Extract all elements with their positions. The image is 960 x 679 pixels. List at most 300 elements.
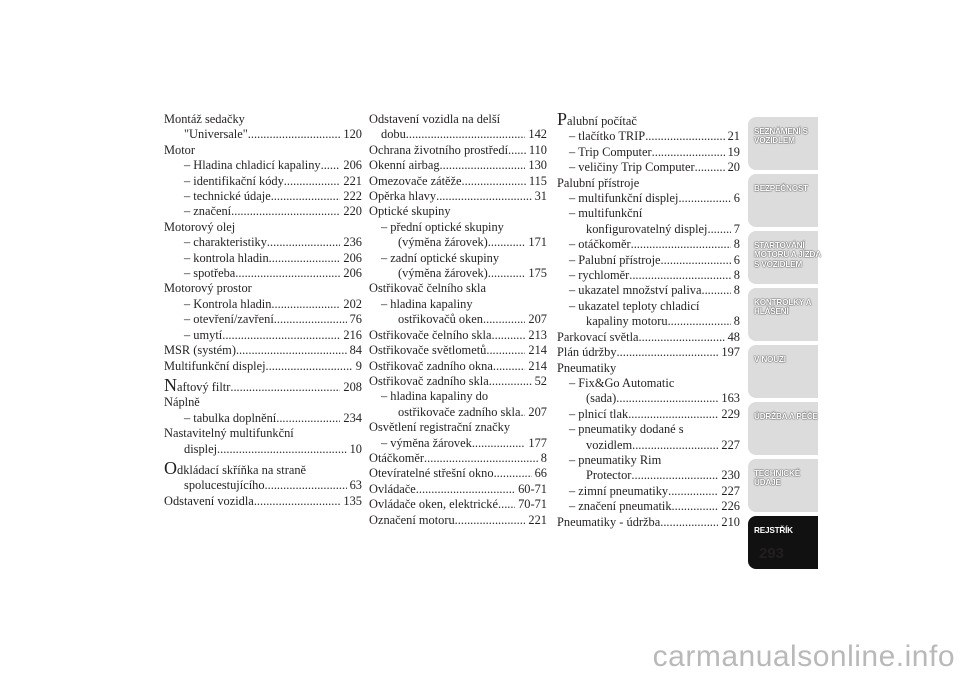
page-ref: 206	[343, 266, 362, 281]
entry-text	[369, 466, 494, 481]
entry-label: Plán údržby	[557, 345, 617, 360]
page-ref: 210	[721, 514, 740, 529]
index-entry	[369, 174, 547, 189]
leader-dots	[494, 466, 532, 481]
entry-text	[586, 222, 707, 237]
leader-dots	[248, 127, 341, 142]
entry-label: Opěrka hlavy	[369, 189, 437, 204]
entry-text	[557, 109, 637, 129]
leader-dots	[321, 158, 341, 173]
page-ref: 177	[528, 435, 547, 450]
leader-dots	[472, 436, 526, 451]
index-entry	[557, 345, 740, 360]
leader-dots	[660, 515, 718, 530]
index-heading	[369, 112, 547, 127]
index-entry	[164, 374, 362, 395]
index-heading	[164, 457, 362, 478]
entry-text	[184, 204, 231, 219]
index-entry	[369, 513, 547, 528]
index-heading	[369, 389, 547, 404]
entry-text	[369, 451, 424, 466]
index-entry	[164, 328, 362, 343]
index-heading	[164, 220, 362, 235]
entry-label: ostřikovače zadního skla	[398, 404, 521, 419]
index-heading	[369, 281, 547, 296]
entry-label: (výměna žárovek)	[398, 235, 488, 250]
entry-text	[164, 343, 236, 358]
page-ref: 60-71	[518, 481, 547, 496]
entry-label: – výměna žárovek	[381, 435, 472, 450]
page-number: 293	[759, 545, 785, 562]
entry-label: Otáčkoměr	[369, 450, 425, 465]
index-column-2	[369, 112, 547, 528]
page-ref: 9	[355, 358, 362, 373]
entry-label: Protector	[586, 468, 632, 483]
entry-text	[369, 482, 416, 497]
index-column-3	[557, 109, 740, 530]
page-ref: 171	[528, 235, 547, 250]
leader-dots	[271, 189, 341, 204]
page-ref: 8	[733, 237, 740, 252]
entry-label: Ostřikovač čelního skla	[369, 281, 486, 296]
page-ref: 84	[349, 343, 362, 358]
entry-text	[184, 158, 321, 173]
index-heading	[557, 109, 740, 129]
entry-label: – zadní optické skupiny	[381, 250, 500, 265]
leader-dots	[424, 451, 538, 466]
chapter-tabs	[748, 117, 821, 573]
leader-dots	[276, 411, 340, 426]
entry-label: Ostřikovače světlometů	[369, 343, 487, 358]
page-ref: 19	[727, 144, 740, 159]
index-entry	[369, 143, 547, 158]
entry-label: – přední optické skupiny	[381, 219, 504, 234]
entry-label: dkládací skříňka na straně	[177, 462, 307, 477]
entry-label: – multifunkční	[569, 206, 643, 221]
chapter-tab-label: REJSTŘÍK	[754, 526, 793, 535]
entry-text	[398, 312, 483, 327]
leader-dots	[492, 328, 526, 343]
leader-dots	[271, 297, 340, 312]
chapter-tab[interactable]	[748, 402, 818, 455]
index-heading	[164, 112, 362, 127]
index-entry	[369, 235, 547, 250]
page-ref: 214	[528, 343, 547, 358]
page-ref: 229	[721, 406, 740, 421]
leader-dots	[269, 251, 341, 266]
entry-label: aftový filtr	[177, 379, 231, 394]
entry-text	[164, 112, 245, 126]
entry-text	[569, 253, 661, 268]
leader-dots	[266, 359, 353, 374]
entry-text	[569, 422, 684, 436]
page-ref: 63	[349, 478, 362, 493]
leader-dots	[488, 266, 526, 281]
leader-dots	[695, 160, 725, 175]
leader-dots	[236, 343, 347, 358]
index-entry	[369, 328, 547, 343]
entry-label: (sada)	[586, 391, 617, 406]
page-ref: 222	[343, 189, 362, 204]
entry-text	[381, 220, 504, 234]
entry-text	[381, 436, 472, 451]
index-entry	[369, 266, 547, 281]
page-ref: 208	[343, 379, 362, 394]
leader-dots	[645, 129, 724, 144]
entry-text	[164, 426, 294, 440]
entry-label: Odstavení vozidla	[164, 493, 254, 508]
leader-dots	[230, 380, 340, 395]
entry-label: Parkovací světla	[557, 329, 639, 344]
leader-dots	[652, 145, 725, 160]
leader-dots	[440, 158, 526, 173]
entry-text	[398, 266, 488, 281]
index-heading	[557, 361, 740, 376]
leader-dots	[483, 312, 525, 327]
entry-text	[184, 266, 235, 281]
entry-label: vozidlem	[586, 437, 633, 452]
index-entry	[369, 451, 547, 466]
index-heading	[557, 176, 740, 191]
entry-text	[586, 314, 668, 329]
entry-label: MSR (systém)	[164, 343, 236, 358]
leader-dots	[668, 484, 718, 499]
entry-label: – Hladina chladicí kapaliny	[184, 158, 321, 173]
page-ref: 197	[721, 345, 740, 360]
entry-label: dobu	[381, 127, 406, 142]
entry-label: Ovládače	[369, 481, 416, 496]
entry-label: Ovládače oken, elektrické	[369, 497, 499, 512]
leader-dots	[235, 266, 340, 281]
entry-label: ostřikovačů oken	[398, 312, 483, 327]
entry-text	[369, 343, 486, 358]
entry-text	[381, 251, 499, 265]
leader-dots	[629, 268, 731, 283]
index-entry	[369, 497, 547, 512]
chapter-tab-label: KONTROLKY A	[754, 298, 812, 307]
entry-label: konfigurovatelný displej	[586, 221, 708, 236]
entry-label: – spotřeba	[184, 266, 236, 281]
chapter-tab-label: TECHNICKÉ	[754, 469, 800, 478]
chapter-tab[interactable]	[748, 459, 818, 512]
entry-text	[164, 143, 195, 157]
entry-label: – Kontrola hladin	[184, 296, 272, 311]
page-ref: 70-71	[518, 497, 547, 512]
entry-text	[164, 457, 307, 478]
entry-text	[164, 395, 200, 409]
index-entry	[369, 466, 547, 481]
page-ref: 8	[540, 450, 547, 465]
index-entry	[164, 174, 362, 189]
entry-text	[164, 359, 266, 374]
entry-label: – identifikační kódy	[184, 173, 284, 188]
entry-text	[164, 494, 254, 509]
entry-text	[369, 112, 500, 126]
entry-label: – tlačítko TRIP	[569, 129, 646, 144]
leader-dots	[436, 189, 532, 204]
entry-label: Ostřikovač zadního okna	[369, 358, 493, 373]
entry-label: – ukazatel množství paliva	[569, 283, 702, 298]
page-ref: 207	[528, 404, 547, 419]
letter-initial: N	[164, 374, 177, 395]
entry-text	[586, 438, 632, 453]
entry-text	[184, 189, 271, 204]
entry-text	[569, 407, 628, 422]
page-ref: 130	[528, 158, 547, 173]
page-ref: 227	[721, 437, 740, 452]
index-entry	[557, 129, 740, 144]
leader-dots	[254, 494, 341, 509]
page-ref: 206	[343, 158, 362, 173]
leader-dots	[701, 283, 730, 298]
page-ref: 6	[733, 191, 740, 206]
page-ref: 52	[534, 373, 547, 388]
page-ref: 234	[343, 410, 362, 425]
entry-label: displej	[184, 441, 218, 456]
entry-text	[381, 127, 406, 142]
chapter-tab-label: SEZNÁMENÍ S	[754, 127, 808, 136]
index-entry	[164, 297, 362, 312]
leader-dots	[274, 312, 347, 327]
entry-label: Pneumatiky	[557, 360, 617, 375]
chapter-tab-label: BEZPEČNOST	[754, 184, 808, 193]
entry-text	[164, 281, 252, 295]
page-ref: 21	[727, 129, 740, 144]
index-entry	[369, 359, 547, 374]
index-entry	[164, 478, 362, 493]
page-ref: 175	[528, 266, 547, 281]
page-ref: 206	[343, 250, 362, 265]
entry-text	[381, 297, 473, 311]
watermark: carmanualsonline.info	[652, 640, 955, 673]
leader-dots	[639, 330, 725, 345]
chapter-tab[interactable]	[748, 174, 818, 227]
index-entry	[557, 330, 740, 345]
leader-dots	[488, 235, 526, 250]
page-ref: 20	[727, 160, 740, 175]
entry-text	[569, 160, 695, 175]
page-ref: 66	[534, 466, 547, 481]
leader-dots	[284, 174, 341, 189]
entry-text	[369, 359, 493, 374]
page-ref: 216	[343, 327, 362, 342]
entry-text	[569, 237, 631, 252]
leader-dots	[222, 328, 340, 343]
entry-text	[369, 513, 455, 528]
page-ref: 115	[528, 173, 547, 188]
entry-text	[381, 389, 488, 403]
entry-label: – technické údaje	[184, 189, 271, 204]
entry-text	[369, 158, 440, 173]
index-entry	[557, 407, 740, 422]
page-ref: 76	[349, 312, 362, 327]
index-heading	[164, 143, 362, 158]
entry-label: – Palubní přístroje	[569, 252, 661, 267]
page-ref: 48	[727, 329, 740, 344]
leader-dots	[678, 191, 730, 206]
index-column-1	[164, 112, 362, 509]
entry-label: Motorový prostor	[164, 281, 252, 296]
chapter-tab-label: V NOUZI	[754, 355, 786, 364]
entry-label: – tabulka doplnění	[184, 410, 277, 425]
index-entry	[557, 283, 740, 298]
entry-label: Omezovače zátěže	[369, 173, 462, 188]
page-ref: 163	[721, 391, 740, 406]
leader-dots	[707, 222, 730, 237]
entry-label: Motor	[164, 142, 195, 157]
page-ref: 214	[528, 358, 547, 373]
index-entry	[557, 253, 740, 268]
page-ref: 202	[343, 296, 362, 311]
entry-text	[586, 468, 631, 483]
letter-initial: O	[164, 457, 177, 478]
index-heading	[557, 453, 740, 468]
entry-label: (výměna žárovek)	[398, 266, 488, 281]
index-heading	[164, 281, 362, 296]
index-heading	[164, 426, 362, 441]
index-entry	[557, 515, 740, 530]
entry-label: Ostřikovače čelního skla	[369, 327, 492, 342]
entry-text	[184, 127, 248, 142]
index-entry	[164, 343, 362, 358]
entry-label: – značení pneumatik	[569, 499, 672, 514]
index-entry	[557, 268, 740, 283]
page-ref: 7	[733, 221, 740, 236]
leader-dots	[631, 468, 718, 483]
entry-text	[557, 515, 660, 530]
chapter-tab[interactable]	[748, 288, 818, 341]
chapter-tab[interactable]	[748, 117, 818, 170]
index-entry	[369, 374, 547, 389]
page-ref: 221	[528, 512, 547, 527]
entry-label: alubní počítač	[567, 114, 637, 128]
leader-dots	[631, 237, 731, 252]
chapter-tab-label: ÚDRŽBA A PÉČE	[754, 412, 818, 421]
entry-label: – otáčkoměr	[569, 237, 631, 252]
chapter-tab[interactable]	[748, 231, 821, 284]
entry-label: – pneumatiky dodané s	[569, 422, 684, 437]
entry-label: – Fix&Go Automatic	[569, 375, 675, 390]
entry-label: Montáž sedačky	[164, 112, 245, 126]
entry-text	[569, 191, 678, 206]
index-entry	[369, 127, 547, 142]
index-entry	[369, 312, 547, 327]
entry-label: – otevření/zavření	[184, 312, 274, 327]
entry-label: – Trip Computer	[569, 144, 652, 159]
entry-text	[398, 235, 488, 250]
entry-text	[184, 297, 271, 312]
leader-dots	[231, 204, 340, 219]
entry-text	[369, 281, 486, 295]
entry-text	[369, 189, 436, 204]
leader-dots	[462, 174, 526, 189]
index-entry	[164, 251, 362, 266]
page-ref: 236	[343, 235, 362, 250]
chapter-tab-label: S VOZIDLEM	[754, 259, 803, 269]
page-ref: 8	[733, 314, 740, 329]
index-entry	[557, 438, 740, 453]
entry-text	[398, 405, 521, 420]
chapter-tab-label: MOTORU A JÍZDA	[754, 250, 821, 260]
entry-label: Palubní přístroje	[557, 175, 640, 190]
leader-dots	[672, 499, 719, 514]
index-entry	[557, 160, 740, 175]
entry-text	[184, 235, 267, 250]
chapter-tab[interactable]	[748, 345, 818, 398]
page-ref: 227	[721, 483, 740, 498]
index-heading	[557, 376, 740, 391]
index-entry	[557, 237, 740, 252]
index-heading	[557, 299, 740, 314]
leader-dots	[508, 143, 526, 158]
entry-label: Ochrana životního prostředí	[369, 142, 509, 157]
leader-dots	[617, 345, 719, 360]
index-heading	[557, 422, 740, 437]
page-ref: 226	[721, 499, 740, 514]
leader-dots	[265, 478, 347, 493]
index-entry	[164, 204, 362, 219]
entry-label: – ukazatel teploty chladicí	[569, 298, 700, 313]
chapter-tab-label: VOZIDLEM	[754, 136, 795, 146]
index-entry	[557, 191, 740, 206]
page-ref: 6	[733, 252, 740, 267]
entry-text	[569, 499, 672, 514]
entry-text	[184, 478, 265, 493]
index-entry	[164, 127, 362, 142]
entry-text	[369, 143, 508, 158]
entry-label: – multifunkční displej	[569, 191, 679, 206]
index-heading	[369, 251, 547, 266]
page-ref: 220	[343, 204, 362, 219]
index-entry	[369, 436, 547, 451]
entry-text	[184, 251, 269, 266]
index-entry	[557, 484, 740, 499]
page-ref: 142	[528, 127, 547, 142]
entry-text	[184, 442, 217, 457]
entry-label: – plnicí tlak	[569, 406, 629, 421]
entry-label: – veličiny Trip Computer	[569, 160, 695, 175]
page-ref: 120	[343, 127, 362, 142]
chapter-tab-label: STARTOVÁNÍ	[754, 241, 805, 250]
index-heading	[164, 395, 362, 410]
entry-text	[569, 283, 701, 298]
entry-text	[586, 391, 616, 406]
index-entry	[557, 499, 740, 514]
entry-text	[557, 361, 616, 375]
index-heading	[369, 204, 547, 219]
entry-label: Otevíratelné střešní okno	[369, 466, 494, 481]
entry-label: – hladina kapaliny do	[381, 389, 489, 404]
entry-label: Multifunkční displej	[164, 358, 266, 373]
entry-text	[184, 312, 274, 327]
entry-label: kapaliny motoru	[586, 314, 668, 329]
leader-dots	[628, 407, 718, 422]
index-entry	[164, 189, 362, 204]
index-entry	[369, 158, 547, 173]
leader-dots	[455, 513, 526, 528]
page-ref: 8	[733, 268, 740, 283]
entry-label: Motorový olej	[164, 219, 236, 234]
entry-text	[164, 220, 235, 234]
entry-label: – umytí	[184, 327, 223, 342]
entry-text	[557, 330, 639, 345]
entry-label: Náplně	[164, 395, 200, 410]
index-entry	[164, 158, 362, 173]
page-ref: 221	[343, 173, 362, 188]
leader-dots	[486, 343, 525, 358]
entry-text	[569, 129, 645, 144]
entry-label: Optické skupiny	[369, 204, 451, 219]
